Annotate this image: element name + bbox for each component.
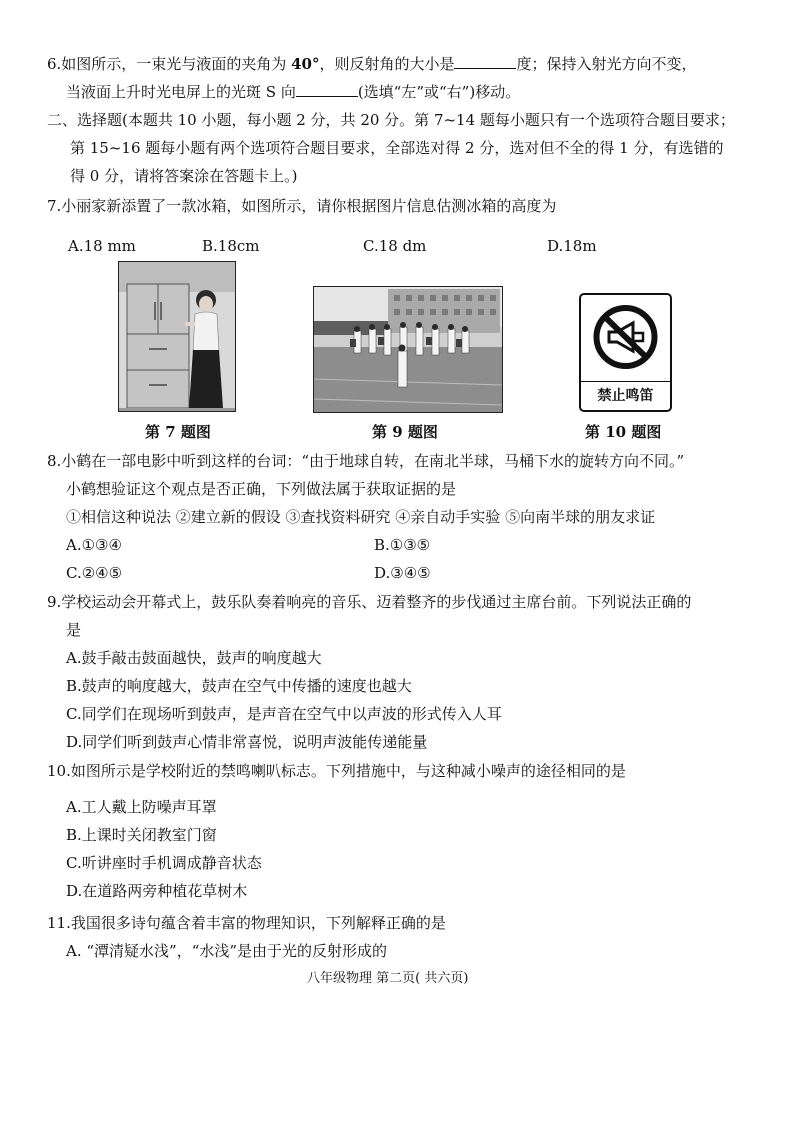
q8-option-b[interactable]: B.①③⑤ [374,536,431,554]
q10-option-b[interactable]: B.上课时关闭教室门窗 [66,826,217,844]
section2-line2: 第 15~16 题每小题有两个选项符合题目要求，全部选对得 2 分，选对但不全的得 1 分，有选错的 [70,139,724,157]
fig7-caption: 第 7 题图 [145,423,211,441]
q7-option-d[interactable]: D.18m [547,237,597,255]
section2-line3: 得 0 分，请将答案涂在答题卡上。) [70,167,298,185]
section2-line1: 二、选择题(本题共 10 小题，每小题 2 分，共 20 分。第 7~14 题每小题只有一个选项符合题目要求； [47,111,735,129]
fig7-fridge-photo [118,261,236,412]
q8-line1: 8.小鹤在一部电影中听到这样的台词：“由于地球自转，在南北半球，马桶下水的旋转方向不同。” [47,452,685,470]
q8-line2: 小鹤想验证这个观点是否正确，下列做法属于获取证据的是 [66,480,457,498]
q9-line2: 是 [66,621,82,639]
q9-option-d[interactable]: D.同学们听到鼓声心情非常喜悦，说明声波能传递能量 [66,733,428,751]
fridge-illustration [119,262,235,411]
q8-option-d[interactable]: D.③④⑤ [374,564,431,582]
q9-option-a[interactable]: A.鼓手敲击鼓面越快，鼓声的响度越大 [66,649,322,667]
q6-blank-2[interactable] [296,82,358,97]
q9-option-b[interactable]: B.鼓声的响度越大，鼓声在空气中传播的速度也越大 [66,677,412,695]
q6-line2 [66,82,520,102]
fig9-caption: 第 9 题图 [372,423,438,441]
q6-angle: 40° [291,55,320,73]
no-horn-icon [581,299,670,379]
fig9-band-photo [313,286,503,413]
q10-stem: 10.如图所示是学校附近的禁鸣喇叭标志。下列措施中，与这种减小噪声的途径相同的是 [47,762,626,780]
q7-option-c[interactable]: C.18 dm [363,237,427,255]
q6-text-d: 当液面上升时光电屏上的光斑 S 向 [66,83,296,101]
q6-text-e: (选填“左”或“右”)移动。 [357,83,521,101]
q10-option-c[interactable]: C.听讲座时手机调成静音状态 [66,854,262,872]
fig10-no-horn-sign [579,293,672,412]
q10-option-a[interactable]: A.工人戴上防噪声耳罩 [66,798,217,816]
q8-option-a[interactable]: A.①③④ [66,536,122,554]
q6-blank-1[interactable] [454,54,516,69]
q9-line1: 9.学校运动会开幕式上，鼓乐队奏着响亮的音乐、迈着整齐的步伐通过主席台前。下列说法正确的 [47,593,692,611]
q9-option-c[interactable]: C.同学们在现场听到鼓声，是声音在空气中以声波的形式传入人耳 [66,705,502,723]
q8-items: ①相信这种说法 ②建立新的假设 ③查找资料研究 ④亲自动手实验 ⑤向南半球的朋友求证 [66,508,656,526]
q11-option-a[interactable]: A. “潭清疑水浅”，“水浅”是由于光的反射形成的 [66,942,388,960]
q11-stem: 11.我国很多诗句蕴含着丰富的物理知识，下列解释正确的是 [47,914,446,932]
q6-text-a: 6.如图所示，一束光与液面的夹角为 [47,55,292,73]
q10-option-d[interactable]: D.在道路两旁种植花草树木 [66,882,248,900]
q7-stem: 7.小丽家新添置了一款冰箱，如图所示，请你根据图片信息估测冰箱的高度为 [47,197,557,215]
marching-band-illustration [314,287,502,412]
sign-divider [581,381,670,382]
q6-line1 [47,54,697,74]
q6-text-b: ，则反射角的大小是 [319,55,455,73]
fig10-caption: 第 10 题图 [585,423,662,441]
sign-label: 禁止鸣笛 [597,388,654,404]
q8-option-c[interactable]: C.②④⑤ [66,564,123,582]
page-footer: 八年级物理 第二页( 共六页) [307,971,469,986]
q6-text-c: 度；保持入射光方向不变， [516,55,697,73]
q7-option-b[interactable]: B.18cm [202,237,260,255]
q7-option-a[interactable]: A.18 mm [68,237,136,255]
